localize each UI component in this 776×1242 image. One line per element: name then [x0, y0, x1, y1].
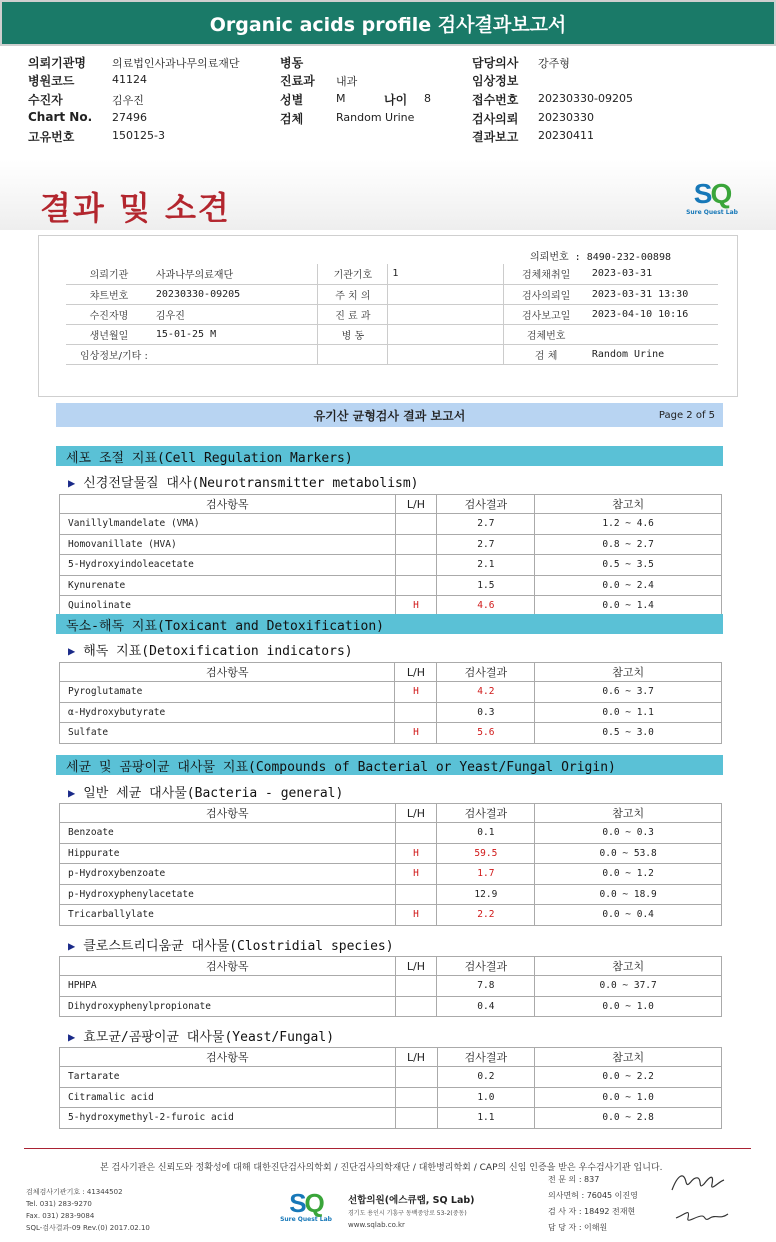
subsection-header: [68, 472, 419, 491]
info-label: 진 료 과: [318, 304, 388, 324]
table-row: [60, 682, 722, 703]
header-value: 20230411: [538, 129, 594, 142]
result-value: 0.4: [437, 996, 535, 1017]
column-header: 검사항목: [60, 957, 396, 976]
analyte-name: Sulfate: [60, 723, 395, 744]
reference-range: 0.0 ~ 1.4: [535, 596, 722, 617]
footer-sq-logo: SQ Sure Quest Lab: [280, 1188, 332, 1223]
column-header: 검사결과: [437, 804, 535, 823]
signature-2: [674, 1204, 730, 1226]
triangle-icon: ▶: [68, 644, 76, 658]
report-subtitle-bar: [56, 403, 723, 427]
info-label: 검사의뢰일: [504, 284, 588, 304]
footer-contact-line: Tel. 031) 283-9270: [26, 1200, 92, 1208]
result-value: 1.0: [437, 1087, 535, 1108]
table-row: [60, 884, 722, 905]
table-row: [60, 555, 722, 576]
column-header: L/H: [395, 1048, 437, 1067]
signatory-line: 담 당 자 : 이해원: [548, 1223, 608, 1232]
info-value: 2023-04-10 10:16: [588, 304, 718, 324]
header-label: Chart No.: [28, 110, 93, 124]
header-value: 8: [424, 92, 431, 105]
subsection-title: 효모균/곰팡이균 대사물(Yeast/Fungal): [83, 1030, 335, 1045]
result-value: 2.7: [437, 514, 535, 535]
result-value: 1.7: [437, 864, 535, 885]
info-value: [388, 304, 504, 324]
flag: [395, 514, 437, 535]
header-label: 검사의뢰: [472, 112, 519, 126]
flag: [395, 575, 437, 596]
reference-range: 0.0 ~ 2.4: [535, 575, 722, 596]
info-value: [388, 324, 504, 344]
request-info-table: [66, 264, 718, 365]
sq-lab-logo: SQ Sure Quest Lab: [686, 178, 738, 216]
flag: H: [395, 723, 437, 744]
header-value: Random Urine: [336, 111, 415, 124]
flag: [395, 1108, 437, 1129]
reference-range: 1.2 ~ 4.6: [535, 514, 722, 535]
footer-contact-line: SQL-검사결과-09 Rev.(0) 2017.02.10: [26, 1224, 150, 1232]
analyte-name: p-Hydroxybenzoate: [60, 864, 396, 885]
table-row: [60, 1108, 722, 1129]
page-indicator: Page 2 of 5: [658, 409, 715, 421]
analyte-name: 5-hydroxymethyl-2-furoic acid: [60, 1108, 396, 1129]
column-header: 검사항목: [60, 495, 396, 514]
header-label: 진료과: [280, 74, 315, 88]
footer-divider: [24, 1148, 751, 1149]
result-value: 4.6: [437, 596, 535, 617]
info-value: 김우진: [152, 304, 318, 324]
table-row: [60, 1087, 722, 1108]
flag: [395, 976, 437, 997]
column-header: L/H: [395, 663, 437, 682]
signatory-line: 전 문 의 : 837: [548, 1175, 600, 1184]
report-subtitle: 유기산 균형검사 결과 보고서: [313, 408, 466, 423]
header-value: 41124: [112, 73, 147, 86]
subsection-header: [68, 782, 343, 801]
column-header: 참고치: [535, 957, 722, 976]
analyte-name: HPHPA: [60, 976, 396, 997]
info-value: [388, 284, 504, 304]
info-row: [66, 324, 718, 344]
result-value: 1.1: [437, 1108, 535, 1129]
results-table: [59, 803, 722, 926]
reference-range: 0.0 ~ 1.0: [535, 1087, 722, 1108]
info-value: 15-01-25 M: [152, 324, 318, 344]
table-row: [60, 596, 722, 617]
flag: [395, 823, 437, 844]
analyte-name: 5-Hydroxyindoleacetate: [60, 555, 396, 576]
results-table: [59, 494, 722, 617]
analyte-name: Tartarate: [60, 1067, 396, 1088]
footer-org-name: 선합의원(에스큐랩, SQ Lab): [348, 1195, 475, 1206]
flag: H: [395, 843, 437, 864]
info-value: 2023-03-31 13:30: [588, 284, 718, 304]
flag: [395, 1067, 437, 1088]
flag: [395, 884, 437, 905]
table-row: [60, 702, 722, 723]
analyte-name: Kynurenate: [60, 575, 396, 596]
header-value: 내과: [336, 75, 358, 88]
info-value: Random Urine: [588, 344, 718, 364]
subsection-title: 해독 지표(Detoxification indicators): [83, 644, 353, 659]
reference-range: 0.8 ~ 2.7: [535, 534, 722, 555]
header-value: 김우진: [112, 94, 144, 107]
header-value: 27496: [112, 111, 147, 124]
header-label: 접수번호: [472, 93, 519, 107]
signature-1: [668, 1168, 728, 1196]
section-header: 세포 조절 지표(Cell Regulation Markers): [56, 446, 723, 466]
info-value: [152, 344, 318, 364]
header-label: 성별: [280, 93, 304, 107]
analyte-name: Dihydroxyphenylpropionate: [60, 996, 396, 1017]
signatory-line: 검 사 자 : 18492 전재현: [548, 1207, 636, 1216]
reference-range: 0.5 ~ 3.0: [535, 723, 722, 744]
header-label: 검체: [280, 112, 304, 126]
results-table: [59, 1047, 722, 1129]
info-label: 수진자명: [66, 304, 152, 324]
info-label: 검체번호: [504, 324, 588, 344]
column-header: 검사결과: [437, 663, 535, 682]
info-label: 임상정보/기타 :: [66, 344, 152, 364]
triangle-icon: ▶: [68, 1030, 76, 1044]
analyte-name: Benzoate: [60, 823, 396, 844]
subsection-title: 일반 세균 대사물(Bacteria - general): [83, 786, 344, 801]
reference-range: 0.5 ~ 3.5: [535, 555, 722, 576]
reference-range: 0.0 ~ 1.2: [535, 864, 722, 885]
reference-range: 0.0 ~ 18.9: [535, 884, 722, 905]
info-label: 검체채취일: [504, 264, 588, 284]
header-value: 강주형: [538, 57, 570, 70]
info-value: 사과나무의료재단: [152, 264, 318, 284]
reference-range: 0.0 ~ 2.8: [535, 1108, 722, 1129]
result-value: 2.1: [437, 555, 535, 576]
info-value: 20230330-09205: [152, 284, 318, 304]
table-row: [60, 996, 722, 1017]
result-value: 0.2: [437, 1067, 535, 1088]
header-value: 의료법인사과나무의료재단: [112, 57, 240, 70]
header-label: 나이: [384, 93, 408, 107]
reference-range: 0.0 ~ 2.2: [535, 1067, 722, 1088]
request-number: 의뢰번호 : 8490-232-00898: [530, 252, 671, 263]
column-header: 검사항목: [60, 663, 395, 682]
header-label: 병동: [280, 56, 304, 70]
analyte-name: Pyroglutamate: [60, 682, 395, 703]
reference-range: 0.0 ~ 1.0: [535, 996, 722, 1017]
footer-contact-line: 검체검사기관기호 : 41344502: [26, 1188, 123, 1196]
info-label: 의뢰기관: [66, 264, 152, 284]
flag: H: [395, 905, 437, 926]
column-header: 검사결과: [437, 1048, 535, 1067]
column-header: 검사항목: [60, 1048, 396, 1067]
header-value: 20230330: [538, 111, 594, 124]
column-header: L/H: [395, 957, 437, 976]
analyte-name: Quinolinate: [60, 596, 396, 617]
info-row: [66, 284, 718, 304]
triangle-icon: ▶: [68, 939, 76, 953]
reference-range: 0.6 ~ 3.7: [535, 682, 722, 703]
result-value: 2.7: [437, 534, 535, 555]
subsection-header: [68, 1026, 334, 1045]
header-label: 의뢰기관명: [28, 56, 86, 70]
subsection-header: [68, 935, 394, 954]
subsection-title: 클로스트리디움균 대사물(Clostridial species): [83, 939, 394, 954]
info-label: 기관기호: [318, 264, 388, 284]
section-header: 독소-해독 지표(Toxicant and Detoxification): [56, 614, 723, 634]
analyte-name: Vanillylmandelate (VMA): [60, 514, 396, 535]
result-value: 12.9: [437, 884, 535, 905]
info-label: 주 치 의: [318, 284, 388, 304]
reference-range: 0.0 ~ 53.8: [535, 843, 722, 864]
triangle-icon: ▶: [68, 476, 76, 490]
analyte-name: α-Hydroxybutyrate: [60, 702, 395, 723]
table-row: [60, 864, 722, 885]
analyte-name: Tricarballylate: [60, 905, 396, 926]
column-header: 검사항목: [60, 804, 396, 823]
footer-address: 경기도 용인시 기흥구 동백중앙로 53-2(중동): [348, 1210, 467, 1217]
results-table: [59, 662, 722, 744]
footer-contact: [26, 1186, 150, 1234]
flag: H: [395, 596, 437, 617]
result-value: 59.5: [437, 843, 535, 864]
footer-contact-line: Fax. 031) 283-9084: [26, 1212, 95, 1220]
analyte-name: Citramalic acid: [60, 1087, 396, 1108]
subsection-header: [68, 640, 353, 659]
info-row: [66, 264, 718, 284]
reference-range: 0.0 ~ 37.7: [535, 976, 722, 997]
report-title: Organic acids profile 검사결과보고서: [209, 13, 567, 36]
column-header: L/H: [395, 495, 437, 514]
flag: [395, 702, 437, 723]
accreditation-note: 본 검사기관은 신뢰도와 정확성에 대해 대한진단검사의학회 / 진단검사의학재단 / 대한병리학회 / CAP의 신임 인증을 받은 우수검사기관 입니다.: [100, 1163, 663, 1173]
table-row: [60, 905, 722, 926]
flag: [395, 534, 437, 555]
footer-signatories: [548, 1172, 638, 1236]
column-header: 참고치: [535, 495, 722, 514]
info-value: 1: [388, 264, 504, 284]
table-row: [60, 843, 722, 864]
flag: H: [395, 864, 437, 885]
result-value: 0.3: [437, 702, 535, 723]
result-value: 1.5: [437, 575, 535, 596]
header-label: 병원코드: [28, 74, 75, 88]
header-value: 20230330-09205: [538, 92, 633, 105]
info-value: 2023-03-31: [588, 264, 718, 284]
flag: [395, 555, 437, 576]
reference-range: 0.0 ~ 0.3: [535, 823, 722, 844]
section-title: 결과 및 소견: [40, 189, 231, 227]
info-row: [66, 344, 718, 364]
reference-range: 0.0 ~ 1.1: [535, 702, 722, 723]
result-value: 4.2: [437, 682, 535, 703]
flag: [395, 1087, 437, 1108]
result-value: 0.1: [437, 823, 535, 844]
header-label: 결과보고: [472, 130, 519, 144]
analyte-name: p-Hydroxyphenylacetate: [60, 884, 396, 905]
table-row: [60, 976, 722, 997]
info-label: 병 동: [318, 324, 388, 344]
header-label: 고유번호: [28, 130, 75, 144]
column-header: L/H: [395, 804, 437, 823]
analyte-name: Hippurate: [60, 843, 396, 864]
info-label: [318, 344, 388, 364]
header-label: 임상정보: [472, 74, 519, 88]
info-label: 챠트번호: [66, 284, 152, 304]
result-value: 2.2: [437, 905, 535, 926]
result-value: 5.6: [437, 723, 535, 744]
info-label: 검사보고일: [504, 304, 588, 324]
info-value: [588, 324, 718, 344]
footer-website: www.sqlab.co.kr: [348, 1221, 405, 1229]
triangle-icon: ▶: [68, 786, 76, 800]
header-value: M: [336, 92, 346, 105]
report-title-bar: [0, 0, 776, 46]
column-header: 검사결과: [437, 495, 535, 514]
table-row: [60, 534, 722, 555]
flag: [395, 996, 437, 1017]
section-header: 세균 및 곰팡이균 대사물 지표(Compounds of Bacterial or Yeast/Fungal Origin): [56, 755, 723, 775]
info-value: [388, 344, 504, 364]
info-label: 검 체: [504, 344, 588, 364]
table-row: [60, 1067, 722, 1088]
header-label: 수진자: [28, 93, 63, 107]
column-header: 검사결과: [437, 957, 535, 976]
flag: H: [395, 682, 437, 703]
results-table: [59, 956, 722, 1017]
info-label: 생년월일: [66, 324, 152, 344]
signatory-line: 의사면허 : 76045 이진영: [548, 1191, 638, 1200]
table-row: [60, 514, 722, 535]
info-row: [66, 304, 718, 324]
table-row: [60, 575, 722, 596]
header-value: 150125-3: [112, 129, 165, 142]
column-header: 참고치: [535, 663, 722, 682]
column-header: 참고치: [535, 1048, 722, 1067]
subsection-title: 신경전달물질 대사(Neurotransmitter metabolism): [83, 476, 419, 491]
analyte-name: Homovanillate (HVA): [60, 534, 396, 555]
table-row: [60, 823, 722, 844]
column-header: 참고치: [535, 804, 722, 823]
table-row: [60, 723, 722, 744]
result-value: 7.8: [437, 976, 535, 997]
reference-range: 0.0 ~ 0.4: [535, 905, 722, 926]
header-label: 담당의사: [472, 56, 519, 70]
